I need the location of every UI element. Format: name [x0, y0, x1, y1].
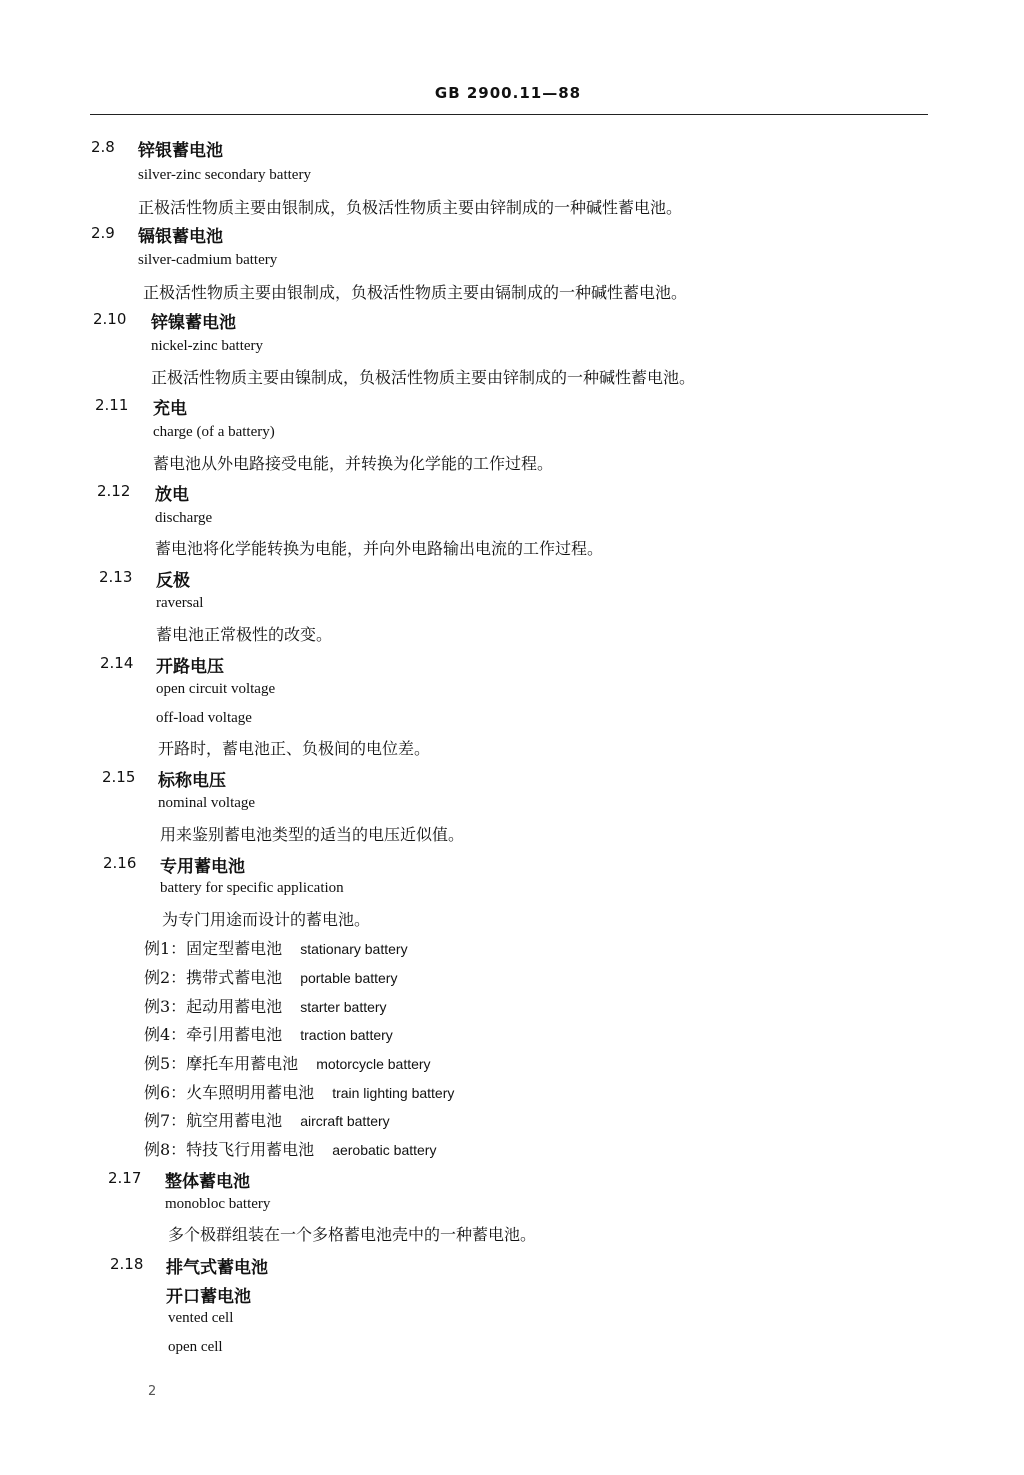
clause-number: 2.14 [100, 654, 134, 672]
example-english: aerobatic battery [332, 1142, 437, 1158]
document-header-code: GB 2900.11—88 [434, 84, 582, 102]
definition-text: 为专门用途而设计的蓄电池。 [162, 910, 371, 929]
clause-number: 2.15 [102, 768, 136, 786]
term-heading: 镉银蓄电池 [138, 227, 223, 247]
term-heading: 放电 [155, 485, 189, 505]
english-term: raversal [156, 595, 204, 611]
term-heading: 锌银蓄电池 [138, 141, 223, 161]
example-item [144, 1080, 454, 1103]
example-english: portable battery [300, 970, 398, 986]
example-label: 例3：起动用蓄电池 [144, 997, 283, 1016]
example-label: 例1：固定型蓄电池 [144, 939, 283, 958]
definition-text: 正极活性物质主要由银制成，负极活性物质主要由镉制成的一种碱性蓄电池。 [143, 283, 688, 302]
definition-text: 用来鉴别蓄电池类型的适当的电压近似值。 [160, 825, 465, 844]
english-term: silver-cadmium battery [138, 252, 278, 268]
example-label: 例5：摩托车用蓄电池 [144, 1054, 299, 1073]
term-heading: 充电 [153, 399, 187, 419]
example-english: motorcycle battery [316, 1056, 431, 1072]
example-english: train lighting battery [332, 1085, 455, 1101]
definition-text: 多个极群组装在一个多格蓄电池壳中的一种蓄电池。 [168, 1225, 537, 1244]
clause-number: 2.13 [99, 568, 133, 586]
term-heading: 反极 [156, 571, 190, 591]
example-english: stationary battery [300, 941, 408, 957]
english-term: battery for specific application [160, 880, 344, 896]
english-term: nickel-zinc battery [151, 338, 264, 354]
example-english: starter battery [300, 999, 387, 1015]
example-english: aircraft battery [300, 1113, 390, 1129]
example-label: 例4：牵引用蓄电池 [144, 1025, 283, 1044]
clause-number: 2.18 [110, 1255, 144, 1273]
term-heading: 整体蓄电池 [165, 1172, 250, 1192]
english-term: monobloc battery [165, 1196, 271, 1212]
clause-number: 2.11 [95, 396, 129, 414]
example-label: 例7：航空用蓄电池 [144, 1111, 283, 1130]
example-item [144, 1137, 436, 1160]
term-heading: 标称电压 [158, 771, 226, 791]
example-label: 例8：特技飞行用蓄电池 [144, 1140, 315, 1159]
example-item [144, 965, 397, 988]
example-item [144, 994, 387, 1017]
definition-text: 开路时，蓄电池正、负极间的电位差。 [158, 739, 431, 758]
term-heading: 开路电压 [156, 657, 224, 677]
example-item [144, 1022, 393, 1045]
term-heading: 开口蓄电池 [166, 1287, 251, 1307]
example-label: 例2：携带式蓄电池 [144, 968, 283, 987]
example-label: 例6：火车照明用蓄电池 [144, 1083, 315, 1102]
english-term: open circuit voltage [156, 681, 276, 697]
term-heading: 专用蓄电池 [160, 857, 245, 877]
clause-number: 2.17 [108, 1169, 142, 1187]
english-term: off-load voltage [156, 710, 252, 726]
clause-number: 2.12 [97, 482, 131, 500]
definition-text: 蓄电池从外电路接受电能，并转换为化学能的工作过程。 [153, 454, 554, 473]
english-term: discharge [155, 510, 213, 526]
clause-number: 2.8 [91, 138, 115, 156]
example-item [144, 1051, 431, 1074]
term-heading: 排气式蓄电池 [166, 1258, 268, 1278]
clause-number: 2.9 [91, 224, 115, 242]
example-item [144, 936, 408, 959]
english-term: open cell [168, 1339, 223, 1355]
clause-number: 2.16 [103, 854, 137, 872]
clause-number: 2.10 [93, 310, 127, 328]
definition-text: 蓄电池将化学能转换为电能，并向外电路输出电流的工作过程。 [155, 539, 604, 558]
example-english: traction battery [300, 1027, 393, 1043]
english-term: charge (of a battery) [153, 424, 275, 440]
term-heading: 锌镍蓄电池 [151, 313, 236, 333]
definition-text: 正极活性物质主要由镍制成，负极活性物质主要由锌制成的一种碱性蓄电池。 [151, 368, 696, 387]
english-term: nominal voltage [158, 795, 256, 811]
english-term: silver-zinc secondary battery [138, 167, 311, 183]
definition-text: 蓄电池正常极性的改变。 [156, 625, 333, 644]
english-term: vented cell [168, 1310, 234, 1326]
page-number: 2 [148, 1384, 157, 1399]
definition-text: 正极活性物质主要由银制成，负极活性物质主要由锌制成的一种碱性蓄电池。 [138, 198, 683, 217]
example-item [144, 1108, 390, 1131]
